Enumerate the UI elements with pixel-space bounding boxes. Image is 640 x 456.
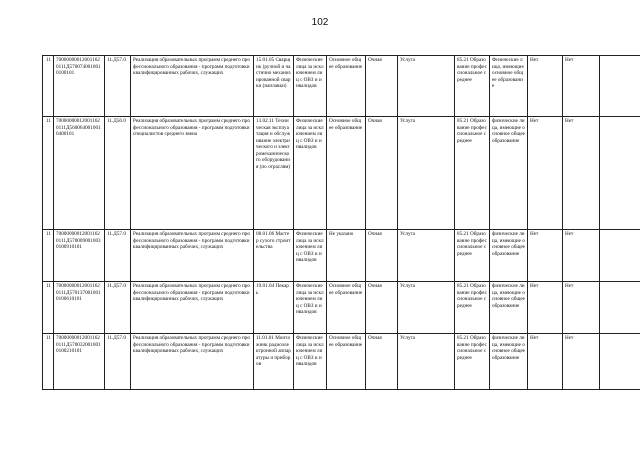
consumers: физические лица, имеющие основное общее образование (490, 117, 528, 230)
service-code: 11.Д57.0 (105, 282, 131, 334)
paid-flag: Нет (528, 117, 563, 230)
paid-flag: Нет (528, 282, 563, 334)
other-flag: Нет (563, 56, 600, 117)
okved-level: 85.21 Образование профессиональное среднее (455, 56, 490, 117)
registry-code: 700000000120011620111Д5700740010010100101 (54, 56, 105, 117)
service-type: Услуга (398, 334, 455, 390)
row-number: 11 (43, 117, 54, 230)
service-name: Реализация образовательных программ среднего профессионального образования - программ подготовки квалифицированных рабочих, служащих (131, 230, 254, 282)
registry-code: 700000000120011620111Д5700320010010100210101 (54, 334, 105, 390)
consumers: физические лица, имеющие основное общее образование (490, 230, 528, 282)
service-name: Реализация образовательных программ среднего профессионального образования - программ подготовки специалистов среднего звена (131, 117, 254, 230)
specialty: 15.01.05 Сварщик (ручной и частично механизированной сварки (наплавки) (254, 56, 294, 117)
table-row (43, 56, 640, 117)
service-type: Услуга (398, 282, 455, 334)
education-program: Не указано (327, 230, 366, 282)
okved-level: 85.21 Образование профессиональное среднее (455, 230, 490, 282)
education-program: Основное общее образование (327, 117, 366, 230)
service-type: Услуга (398, 117, 455, 230)
study-form: Очная (366, 117, 398, 230)
table-row (43, 117, 640, 230)
service-type: Услуга (398, 230, 455, 282)
consumer-category: Физические лица за исключением лиц с ОВЗ и инвалидов (294, 117, 327, 230)
consumers: Физические лица, имеющие основное общее образование (490, 56, 528, 117)
education-program: Основное общее образование (327, 334, 366, 390)
service-name: Реализация образовательных программ среднего профессионального образования - программ подготовки квалифицированных рабочих, служащих (131, 334, 254, 390)
services-register-table (42, 55, 640, 390)
service-code: 11.Д56.0 (105, 117, 131, 230)
consumer-category: Физические лица за исключением лиц с ОВЗ и инвалидов (294, 334, 327, 390)
table-row (43, 334, 640, 390)
registry-code: 700000000120011620111Д5600640010010400101 (54, 117, 105, 230)
paid-flag: Нет (528, 230, 563, 282)
table-row (43, 282, 640, 334)
empty-cell (600, 230, 640, 282)
study-form: Очная (366, 56, 398, 117)
paid-flag: Нет (528, 56, 563, 117)
empty-cell (600, 282, 640, 334)
consumer-category: Физические лица за исключением лиц с ОВЗ и инвалидов (294, 56, 327, 117)
consumer-category: Физические лица за исключением лиц с ОВЗ и инвалидов (294, 230, 327, 282)
consumers: физические лица, имеющие основное общее образование (490, 334, 528, 390)
okved-level: 85.21 Образование профессиональное среднее (455, 334, 490, 390)
study-form: Очная (366, 230, 398, 282)
specialty: 08.01.06 Мастер сухого строительства (254, 230, 294, 282)
service-code: 11.Д57.0 (105, 230, 131, 282)
empty-cell (600, 56, 640, 117)
row-number: 11 (43, 56, 54, 117)
other-flag: Нет (563, 334, 600, 390)
specialty: 13.02.11 Техническая эксплуатация и обслуживание электрического и электромеханического оборудования (по отраслям) (254, 117, 294, 230)
page-number: 102 (311, 17, 329, 28)
okved-level: 85.21 Образование профессиональное среднее (455, 117, 490, 230)
study-form: Очная (366, 282, 398, 334)
table-row (43, 230, 640, 282)
paid-flag: Нет (528, 334, 563, 390)
education-program: Основное общее образование (327, 56, 366, 117)
empty-cell (600, 117, 640, 230)
other-flag: Нет (563, 117, 600, 230)
registry-code: 700000000120011620111Д5700090010030100910101 (54, 230, 105, 282)
specialty: 11.01.01 Монтажник радиоэлектронной аппаратуры и приборов (254, 334, 294, 390)
row-number: 11 (43, 282, 54, 334)
service-name: Реализация образовательных программ среднего профессионального образования - программ подготовки квалифицированных рабочих, служащих (131, 56, 254, 117)
row-number: 11 (43, 334, 54, 390)
other-flag: Нет (563, 282, 600, 334)
education-program: Основное общее образование (327, 282, 366, 334)
row-number: 11 (43, 230, 54, 282)
consumers: физические лица, имеющие основное общее образование (490, 282, 528, 334)
service-name: Реализация образовательных программ среднего профессионального образования - программ подготовки квалифицированных рабочих, служащих (131, 282, 254, 334)
specialty: 19.01.04 Пекарь (254, 282, 294, 334)
service-code: 11.Д57.0 (105, 334, 131, 390)
service-code: 11.Д57.0 (105, 56, 131, 117)
registry-code: 700000000120011620111Д5701370010010100610101 (54, 282, 105, 334)
okved-level: 85.21 Образование профессиональное среднее (455, 282, 490, 334)
empty-cell (600, 334, 640, 390)
other-flag: Нет (563, 230, 600, 282)
consumer-category: Физические лица за исключением лиц с ОВЗ и инвалидов (294, 282, 327, 334)
service-type: Услуга (398, 56, 455, 117)
study-form: Очная (366, 334, 398, 390)
